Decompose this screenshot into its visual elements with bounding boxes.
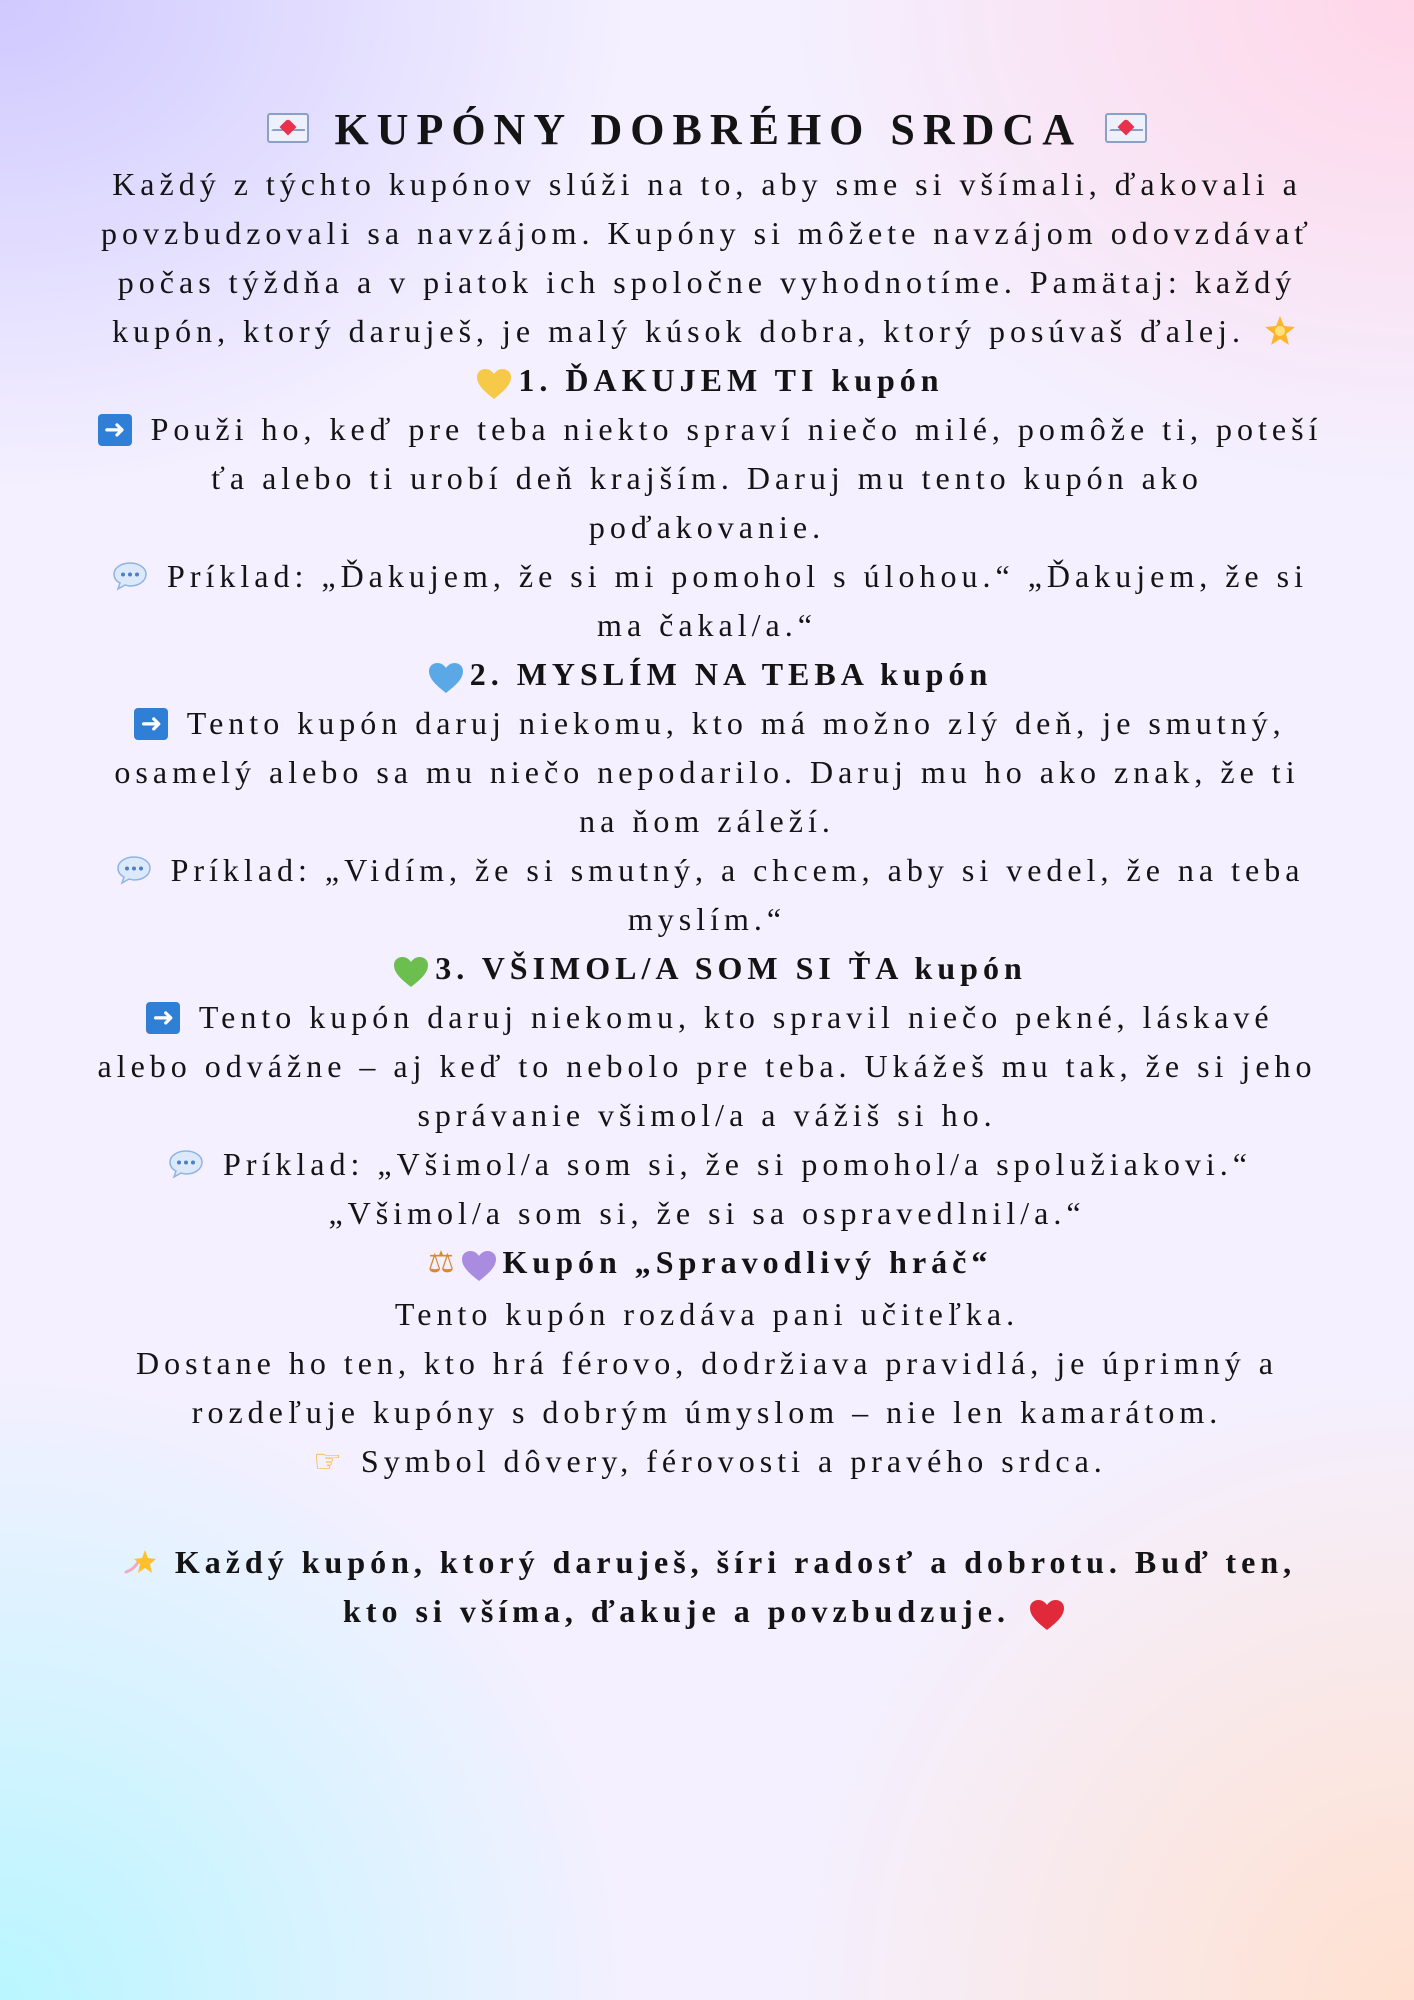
example-text: Príklad: „Vidím, že si smutný, a chcem, aby si vedel, že na teba	[170, 852, 1305, 888]
right-arrow-icon: ➜	[134, 708, 168, 740]
coupon-1-example	[30, 552, 1384, 650]
speech-bubble-icon	[168, 1149, 204, 1179]
coupon-2-heading-text: 2. MYSLÍM NA TEBA kupón	[469, 656, 993, 692]
description-text: Tento kupón daruj niekomu, kto spravil niečo pekné, láskavé	[198, 999, 1274, 1035]
intro-line: počas týždňa a v piatok ich spoločne vyhodnotíme. Pamätaj: každý	[117, 264, 1297, 300]
body-line: Tento kupón rozdáva pani učiteľka.	[394, 1296, 1020, 1333]
coupon-1-heading-text: 1. ĎAKUJEM TI kupón	[518, 362, 944, 398]
coupon-4-body	[30, 1290, 1384, 1489]
description-line: alebo odvážne – aj keď to nebolo pre teba. Ukážeš mu tak, že si jeho	[97, 1048, 1317, 1084]
coupon-2-example	[30, 846, 1384, 944]
green-heart-icon	[393, 956, 429, 988]
description-line: na ňom záleží.	[579, 803, 835, 839]
blue-heart-icon	[428, 662, 464, 694]
body-line: rozdeľuje kupóny s dobrým úmyslom – nie len kamarátom.	[191, 1394, 1223, 1431]
intro-line: Každý z týchto kupónov slúži na to, aby sme si všímali, ďakovali a	[112, 166, 1302, 202]
intro-paragraph	[30, 160, 1384, 356]
shooting-star-icon	[124, 1546, 156, 1578]
love-letter-icon	[267, 113, 309, 143]
document	[30, 100, 1384, 1636]
closing-line	[30, 1538, 1384, 1587]
intro-line-text: kupón, ktorý daruješ, je malý kúsok dobra, ktorý posúvaš ďalej.	[112, 313, 1245, 349]
coupon-1-description	[30, 405, 1384, 552]
description-line: poďakovanie.	[588, 509, 826, 545]
description-line	[30, 699, 1384, 748]
coupon-2-heading	[30, 650, 1384, 699]
closing-line	[30, 1587, 1384, 1636]
example-line	[30, 552, 1384, 601]
coupon-4-heading	[30, 1238, 1384, 1290]
closing-message	[30, 1538, 1384, 1636]
balance-scale-icon: ⚖	[427, 1245, 455, 1281]
right-arrow-icon: ➜	[98, 414, 132, 446]
coupon-3-description	[30, 993, 1384, 1140]
closing-text: kto si všíma, ďakuje a povzbudzuje.	[343, 1593, 1010, 1630]
description-line: správanie všimol/a a vážiš si ho.	[417, 1097, 997, 1133]
body-line	[30, 1437, 1384, 1489]
coupon-3-heading-text: 3. VŠIMOL/A SOM SI ŤA kupón	[435, 950, 1027, 986]
intro-line	[30, 307, 1384, 356]
love-letter-icon	[1105, 113, 1147, 143]
coupon-2-description	[30, 699, 1384, 846]
example-line: myslím.“	[627, 901, 787, 937]
description-text: Použi ho, keď pre teba niekto spraví niečo milé, pomôže ti, poteší	[150, 411, 1323, 447]
example-line: „Všimol/a som si, že si sa ospravedlnil/a.“	[328, 1195, 1086, 1231]
description-text: Tento kupón daruj niekomu, kto má možno zlý deň, je smutný,	[186, 705, 1286, 741]
right-arrow-icon: ➜	[146, 1002, 180, 1034]
pointing-hand-icon: ☞	[313, 1442, 342, 1481]
speech-bubble-icon	[116, 855, 152, 885]
page-title	[30, 100, 1384, 160]
speech-bubble-icon	[112, 561, 148, 591]
coupon-3-heading	[30, 944, 1384, 993]
example-line	[30, 1140, 1384, 1189]
description-line: osamelý alebo sa mu niečo nepodarilo. Daruj mu ho ako znak, že ti	[114, 754, 1300, 790]
coupon-1-heading	[30, 356, 1384, 405]
example-line	[30, 846, 1384, 895]
glowing-star-icon	[1264, 315, 1296, 347]
description-line	[30, 993, 1384, 1042]
coupon-4-heading-text: Kupón „Spravodlivý hráč“	[502, 1244, 993, 1280]
spacer	[30, 1489, 1384, 1538]
intro-line: povzbudzovali sa navzájom. Kupóny si môžete navzájom odovzdávať	[101, 215, 1313, 251]
yellow-heart-icon	[476, 368, 512, 400]
description-line: ťa alebo ti urobí deň krajším. Daruj mu tento kupón ako	[211, 460, 1203, 496]
example-line: ma čakal/a.“	[597, 607, 817, 643]
closing-text: Každý kupón, ktorý daruješ, šíri radosť a dobrotu. Buď ten,	[174, 1544, 1297, 1581]
coupon-3-example	[30, 1140, 1384, 1238]
body-text: Symbol dôvery, férovosti a pravého srdca.	[360, 1443, 1107, 1480]
example-text: Príklad: „Ďakujem, že si mi pomohol s úlohou.“ „Ďakujem, že si	[167, 558, 1308, 594]
description-line	[30, 405, 1384, 454]
example-text: Príklad: „Všimol/a som si, že si pomohol/a spolužiakovi.“	[223, 1146, 1252, 1182]
body-line: Dostane ho ten, kto hrá férovo, dodržiava pravidlá, je úprimný a	[136, 1345, 1278, 1382]
red-heart-icon	[1029, 1599, 1065, 1631]
purple-heart-icon	[461, 1250, 497, 1282]
title-text: KUPÓNY DOBRÉHO SRDCA	[334, 105, 1080, 154]
